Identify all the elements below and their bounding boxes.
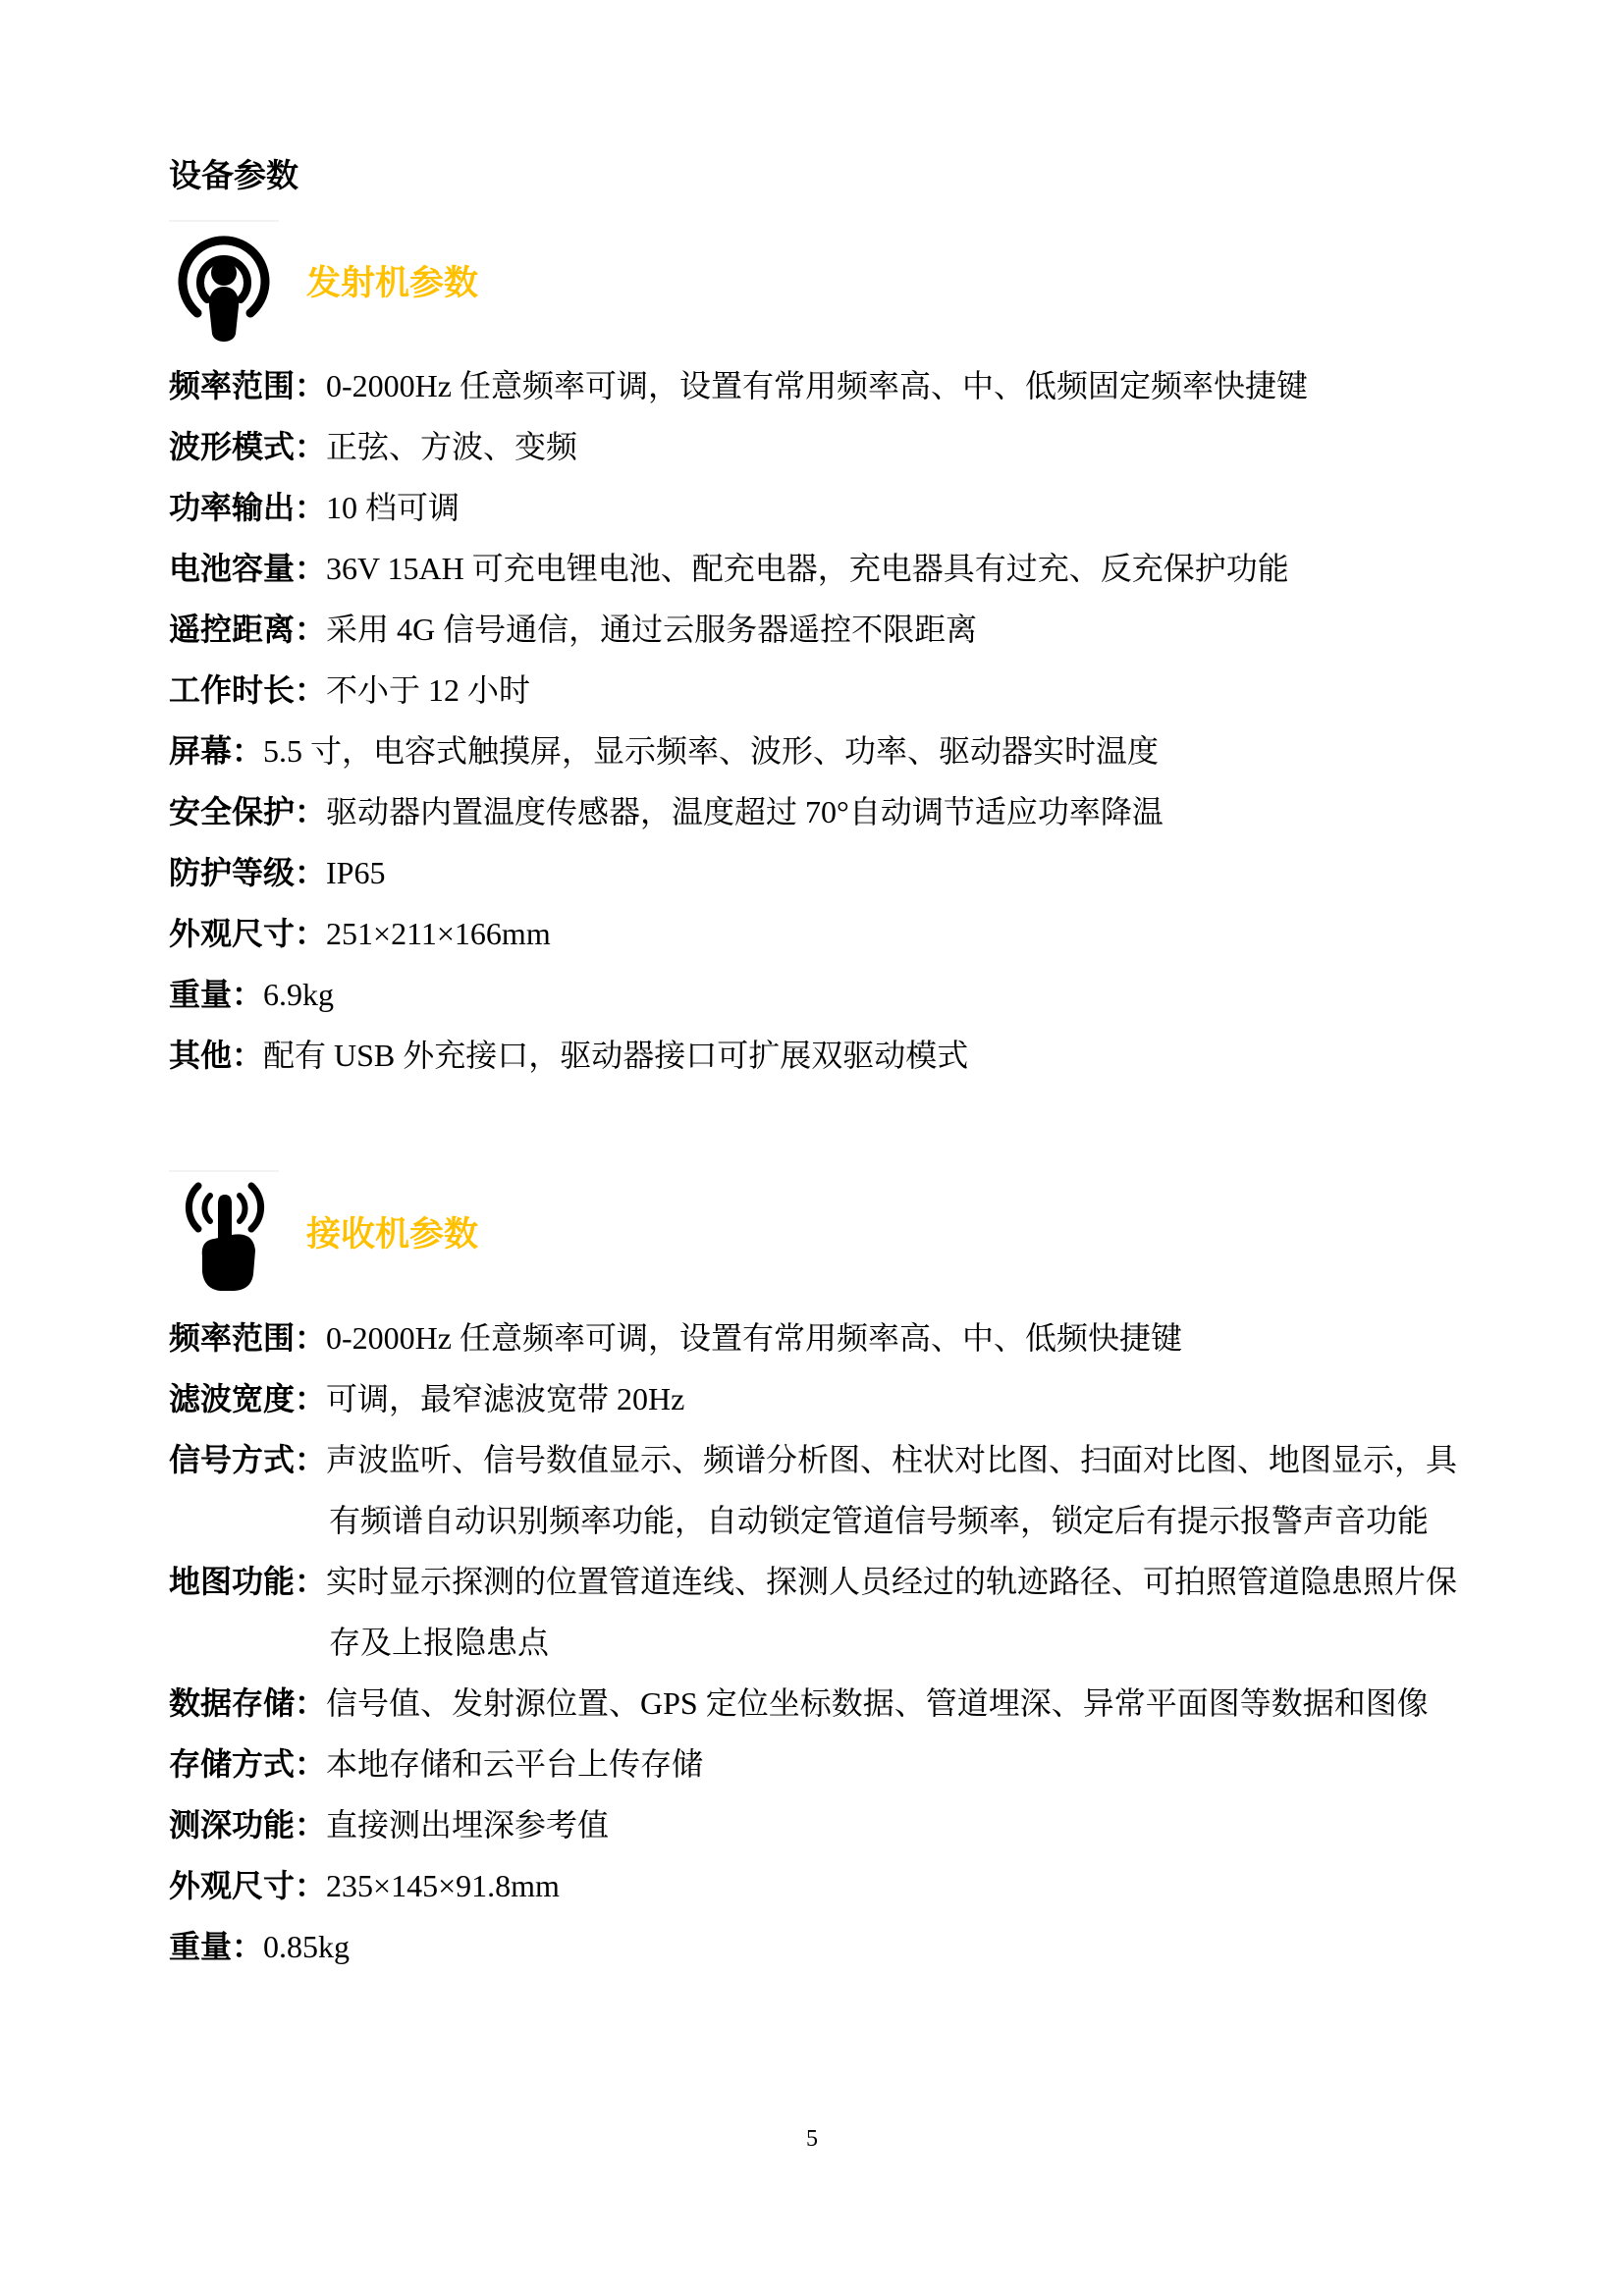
spec-label: 其他： (169, 1038, 264, 1073)
spec-label: 外观尺寸： (169, 1868, 327, 1903)
spec-label: 安全保护： (169, 794, 327, 829)
spec-label: 工作时长： (169, 672, 327, 708)
spec-value: 信号值、发射源位置、GPS 定位坐标数据、管道埋深、异常平面图等数据和图像 (326, 1685, 1429, 1721)
spec-label: 信号方式： (169, 1442, 327, 1477)
spec-value: 36V 15AH 可充电锂电池、配充电器，充电器具有过充、反充保护功能 (326, 551, 1289, 586)
spec-label: 重量： (169, 977, 264, 1012)
spec-label: 屏幕： (169, 733, 264, 769)
spec-value: 正弦、方波、变频 (326, 429, 578, 464)
spec-label: 测深功能： (169, 1807, 327, 1842)
spec-label: 功率输出： (169, 490, 327, 525)
spec-row (169, 903, 1459, 964)
spec-value: 可调，最窄滤波宽带 20Hz (326, 1381, 685, 1416)
spec-value: 0-2000Hz 任意频率可调，设置有常用频率高、中、低频快捷键 (326, 1320, 1182, 1356)
spec-row (169, 416, 1459, 477)
spec-row (169, 599, 1459, 660)
spec-value: 声波监听、信号数值显示、频谱分析图、柱状对比图、扫面对比图、地图显示，具有频谱自动识别频率功能，自动锁定管道信号频率，锁定后有提示报警声音功能 (326, 1442, 1458, 1538)
spec-label: 频率范围： (169, 368, 327, 403)
spec-row (169, 721, 1459, 781)
page-title: 设备参数 (169, 157, 298, 193)
spec-row (169, 1855, 1459, 1916)
spec-value: 本地存储和云平台上传存储 (326, 1746, 704, 1782)
spec-row (169, 1734, 1459, 1794)
spec-row (169, 1429, 1459, 1551)
transmitter-section-heading: 发射机参数 (306, 264, 479, 302)
spec-value: 直接测出埋深参考值 (326, 1807, 610, 1842)
spec-value: 0.85kg (263, 1929, 351, 1964)
spec-row (169, 660, 1459, 721)
spec-value: 采用 4G 信号通信，通过云服务器遥控不限距离 (326, 612, 978, 647)
transmitter-section-header (169, 220, 1459, 342)
spec-value: 5.5 寸，电容式触摸屏，显示频率、波形、功率、驱动器实时温度 (263, 733, 1160, 769)
spec-row (169, 1551, 1459, 1673)
spec-label: 防护等级： (169, 855, 327, 890)
receiver-section-header (169, 1170, 1459, 1294)
spec-value: 235×145×91.8mm (326, 1868, 560, 1903)
spec-label: 频率范围： (169, 1320, 327, 1356)
spec-value: 10 档可调 (326, 490, 460, 525)
spec-label: 重量： (169, 1929, 264, 1964)
podcast-broadcast-icon (169, 220, 279, 342)
spec-row (169, 1673, 1459, 1734)
spec-value: 6.9kg (263, 977, 335, 1012)
spec-row (169, 1308, 1459, 1368)
spec-row (169, 964, 1459, 1025)
spec-label: 电池容量： (169, 551, 327, 586)
spec-label: 滤波宽度： (169, 1381, 327, 1416)
spec-value: 实时显示探测的位置管道连线、探测人员经过的轨迹路径、可拍照管道隐患照片保存及上报隐患点 (326, 1564, 1458, 1660)
spec-label: 数据存储： (169, 1685, 327, 1721)
spec-row (169, 1368, 1459, 1429)
spec-row (169, 842, 1459, 903)
touch-tap-icon (169, 1170, 279, 1294)
page-number: 5 (806, 2126, 818, 2152)
spec-label: 遥控距离： (169, 612, 327, 647)
spec-row (169, 781, 1459, 842)
receiver-spec-list (169, 1308, 1459, 1977)
spec-row (169, 1025, 1459, 1086)
spec-row (169, 355, 1459, 416)
spec-row (169, 1794, 1459, 1855)
spec-value: 0-2000Hz 任意频率可调，设置有常用频率高、中、低频固定频率快捷键 (326, 368, 1308, 403)
spec-value: 配有 USB 外充接口，驱动器接口可扩展双驱动模式 (263, 1038, 969, 1073)
receiver-section-heading: 接收机参数 (306, 1215, 479, 1254)
spec-row (169, 1916, 1459, 1977)
spec-value: IP65 (326, 855, 386, 890)
spec-row (169, 477, 1459, 538)
spec-label: 地图功能： (169, 1564, 327, 1599)
spec-value: 251×211×166mm (326, 916, 551, 951)
spec-value: 驱动器内置温度传感器，温度超过 70°自动调节适应功率降温 (326, 794, 1164, 829)
spec-label: 外观尺寸： (169, 916, 327, 951)
spec-value: 不小于 12 小时 (326, 672, 531, 708)
spec-row (169, 538, 1459, 599)
spec-label: 波形模式： (169, 429, 327, 464)
transmitter-spec-list (169, 355, 1459, 1086)
spec-label: 存储方式： (169, 1746, 327, 1782)
